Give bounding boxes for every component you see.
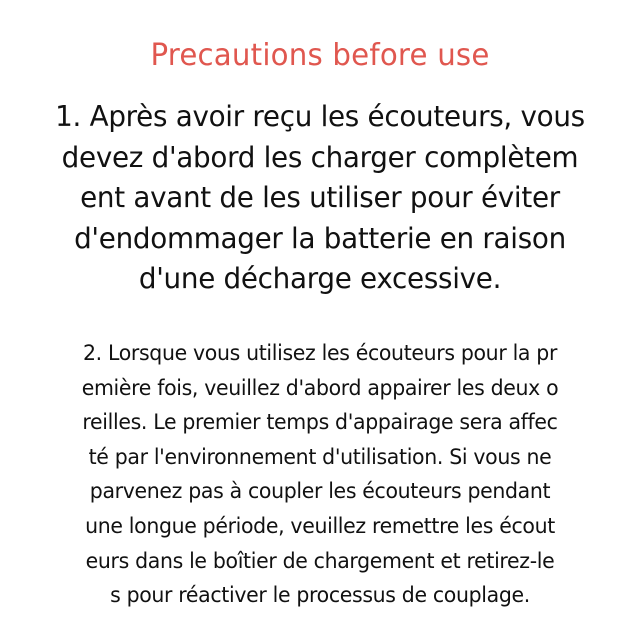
paragraph-1-line: ent avant de les utiliser pour éviter — [80, 181, 560, 214]
paragraph-2-line: 2. Lorsque vous utilisez les écouteurs pour la pr — [82, 341, 558, 365]
precaution-paragraph-1 — [0, 97, 640, 300]
paragraph-2-line: s pour réactiver le processus de couplage. — [110, 583, 530, 608]
paragraph-2-line: parvenez pas à coupler les écouteurs pendant — [89, 479, 551, 504]
paragraph-2-line: té par l'environnement d'utilisation. Si vous ne — [88, 444, 552, 469]
precaution-paragraph-2 — [0, 336, 640, 613]
paragraph-1-line: 1. Après avoir reçu les écouteurs, vous — [55, 100, 585, 133]
paragraph-2-line: reilles. Le premier temps d'appairage sera affec — [82, 410, 558, 435]
paragraph-1-line: d'une décharge excessive. — [138, 262, 502, 295]
paragraph-2-line: emière fois, veuillez d'abord appairer les deux o — [81, 375, 559, 400]
paragraph-1-line: devez d'abord les charger complètem — [61, 140, 579, 174]
page-title: Precautions before use — [150, 38, 490, 73]
paragraph-2-line: une longue période, veuillez remettre les écout — [85, 513, 555, 538]
paragraph-1-line: d'endommager la batterie en raison — [74, 221, 566, 255]
paragraph-2-line: eurs dans le boîtier de chargement et retirez-le — [85, 548, 555, 573]
